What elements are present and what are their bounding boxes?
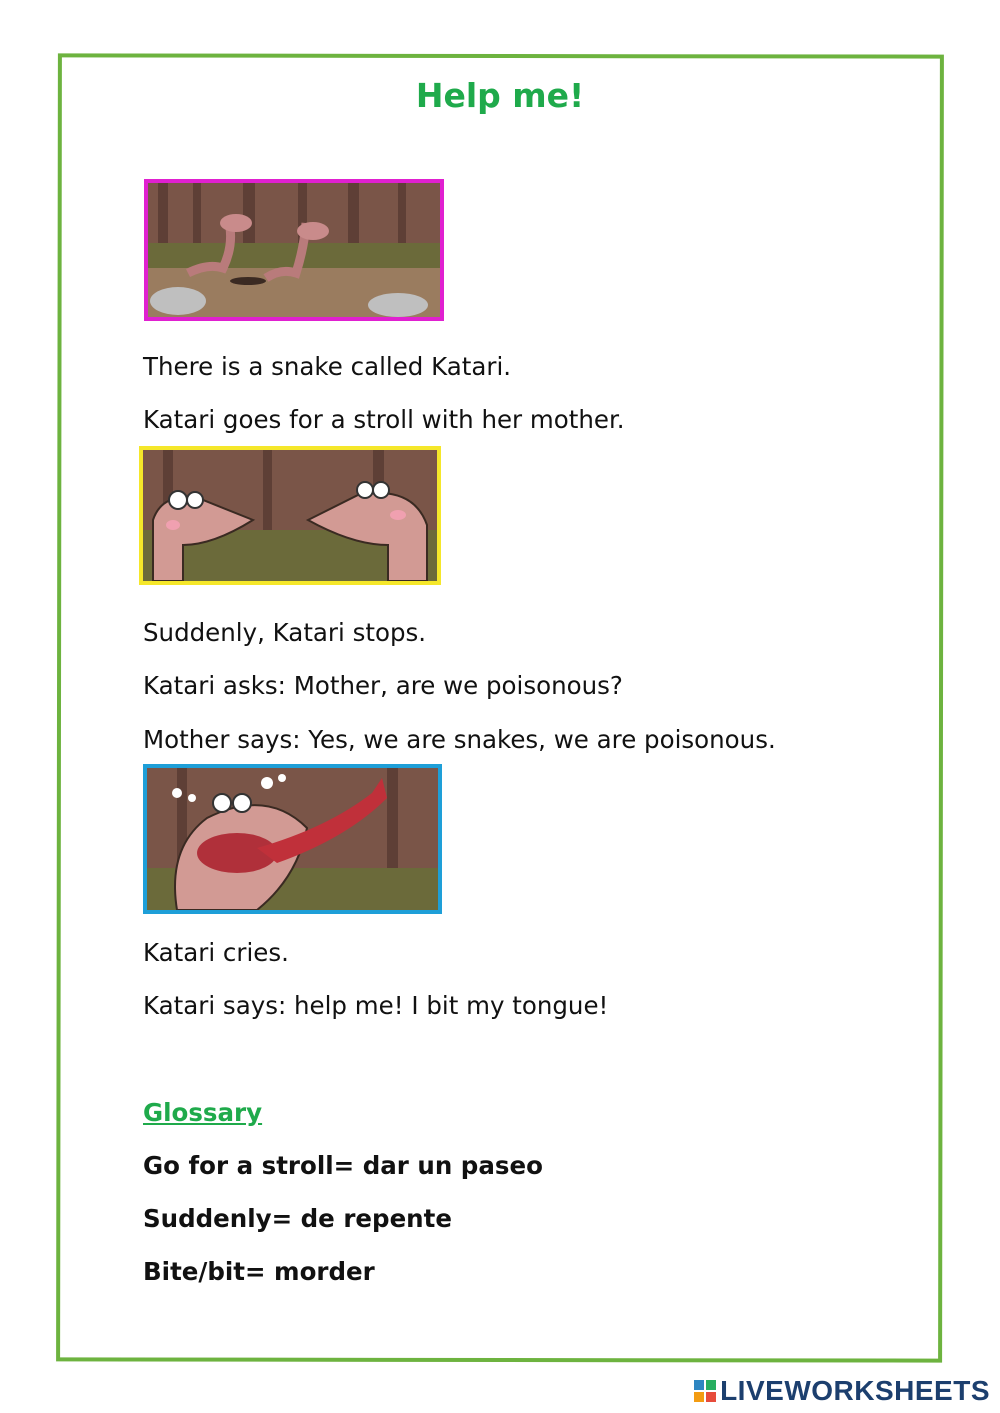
brand-icon (694, 1380, 716, 1402)
story-line: There is a snake called Katari. (143, 352, 512, 381)
picture-snake-tongue (143, 764, 442, 914)
story-line: Katari cries. (143, 938, 289, 967)
page-title: Help me! (415, 76, 585, 115)
story-line: Katari asks: Mother, are we poisonous? (143, 671, 623, 700)
picture-two-snakes (144, 179, 444, 321)
glossary-item: Bite/bit= morder (143, 1257, 375, 1286)
story-line: Mother says: Yes, we are snakes, we are poisonous. (143, 725, 776, 754)
story-line: Katari goes for a stroll with her mother. (143, 405, 625, 434)
picture-snake-heads (139, 446, 441, 585)
story-line: Suddenly, Katari stops. (143, 618, 427, 647)
glossary-item: Go for a stroll= dar un paseo (143, 1151, 543, 1180)
glossary-heading: Glossary (143, 1098, 263, 1127)
glossary-item: Suddenly= de repente (143, 1204, 452, 1233)
liveworksheets-logo (694, 1375, 990, 1407)
brand-text: LIVEWORKSHEETS (720, 1375, 990, 1406)
story-line: Katari says: help me! I bit my tongue! (143, 991, 609, 1020)
